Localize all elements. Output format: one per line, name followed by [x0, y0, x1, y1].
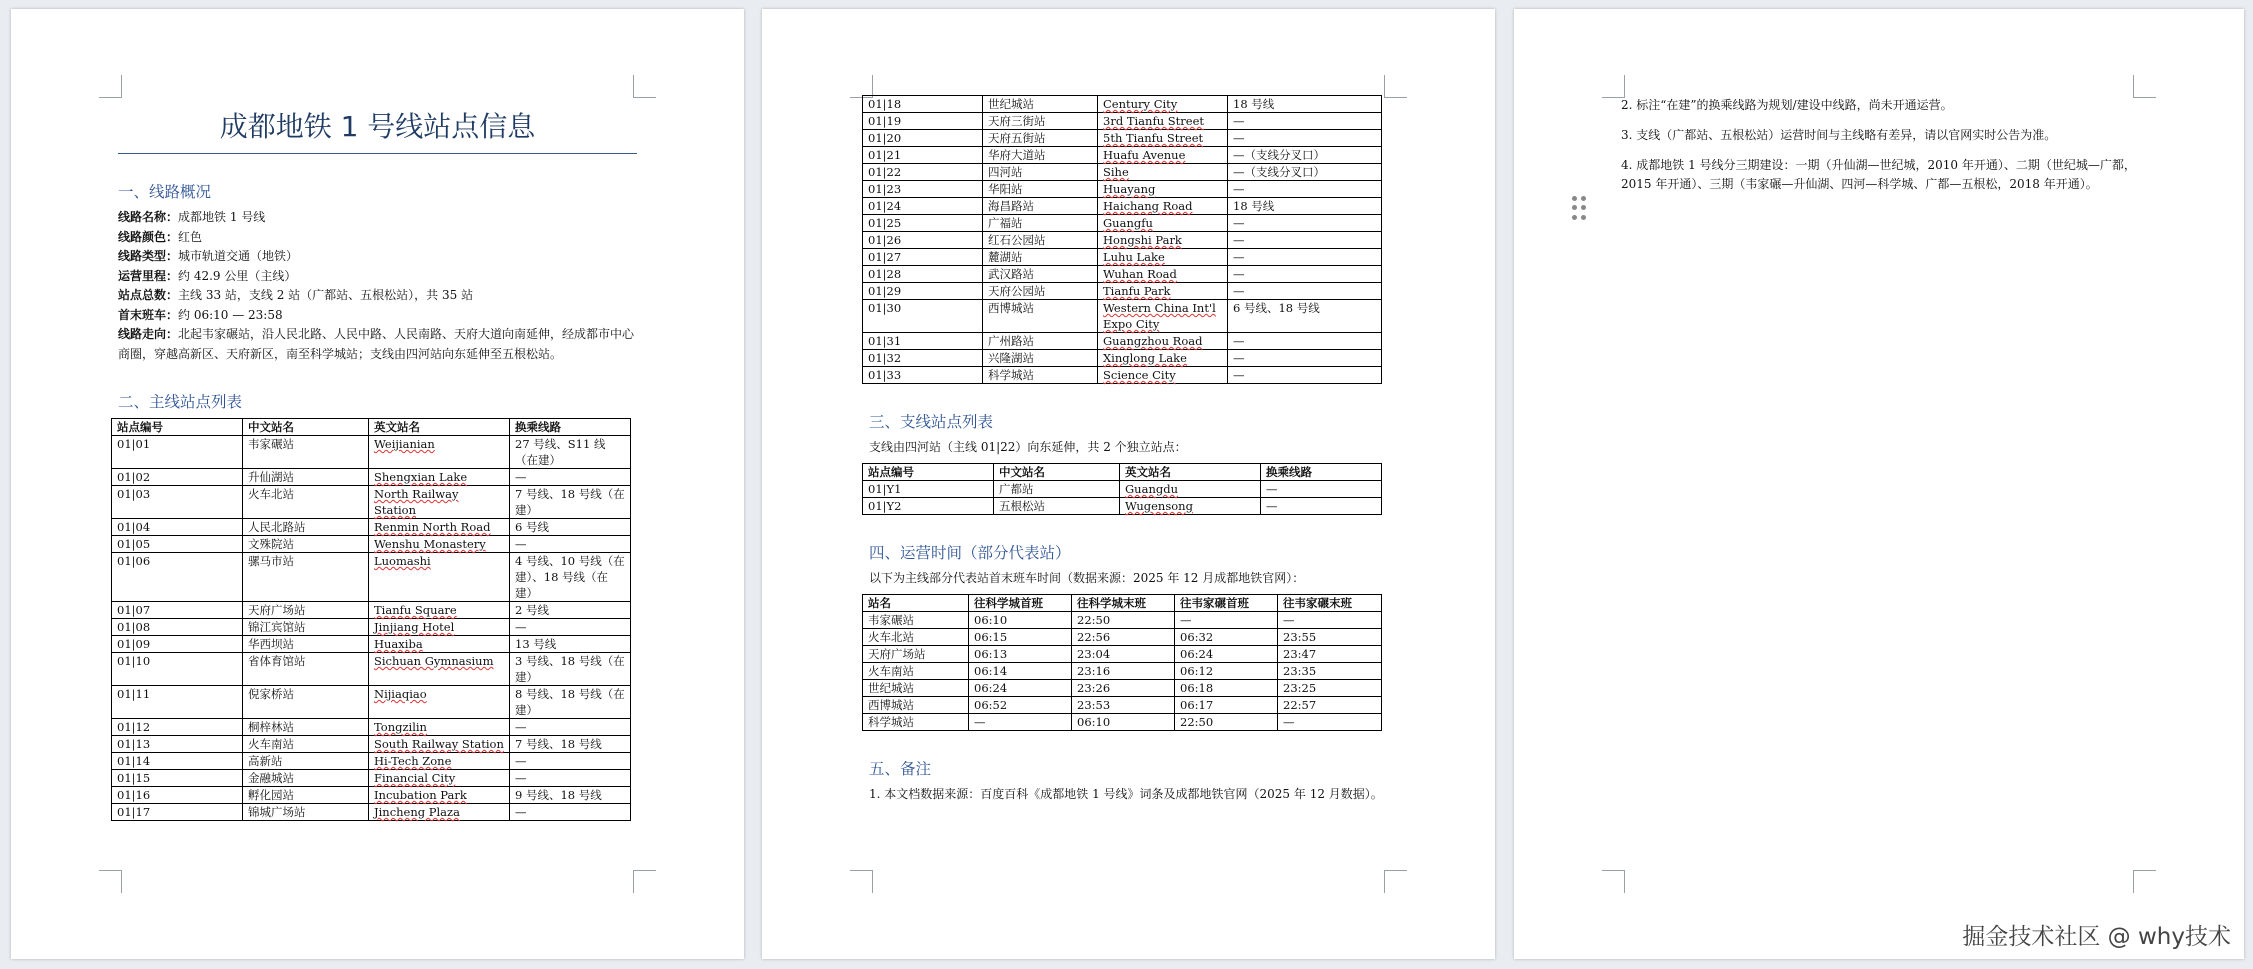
schedule-intro[interactable]: 以下为主线部分代表站首末班车时间（数据来源：2025 年 12 月成都地铁官网）： [869, 571, 1305, 585]
table-row [863, 481, 1382, 498]
table-cell[interactable]: 西博城站 [983, 300, 1098, 333]
table-cell[interactable]: — [510, 536, 631, 553]
table-header-cell[interactable]: 站点编号 [863, 464, 994, 481]
table-cell[interactable]: 01|09 [112, 636, 243, 653]
table-cell[interactable]: 22:50 [1175, 714, 1278, 731]
table-cell[interactable]: 华阳站 [983, 181, 1098, 198]
table-cell[interactable]: 3rd Tianfu Street [1098, 113, 1228, 130]
table-cell[interactable]: 01|15 [112, 770, 243, 787]
table-row [112, 719, 631, 736]
table-row [863, 164, 1382, 181]
table-cell[interactable]: — [1228, 367, 1382, 384]
note-2[interactable]: 2. 标注“在建”的换乘线路为规划/建设中线路，尚未开通运营。 [1621, 98, 1953, 112]
table-cell[interactable]: Shengxian Lake [369, 469, 510, 486]
crop-mark [1384, 870, 1407, 893]
table-cell[interactable]: 6 号线、18 号线 [1228, 300, 1382, 333]
table-cell[interactable]: 火车北站 [243, 486, 369, 519]
table-cell[interactable]: 孵化园站 [243, 787, 369, 804]
table-cell[interactable]: 桐梓林站 [243, 719, 369, 736]
table-cell[interactable]: 韦家碾站 [243, 436, 369, 469]
table-row [863, 113, 1382, 130]
table-cell[interactable]: Wugensong [1120, 498, 1261, 515]
table-cell[interactable]: 06:10 [969, 612, 1072, 629]
crop-mark [99, 75, 122, 98]
table-cell[interactable]: 23:25 [1278, 680, 1382, 697]
table-cell[interactable]: 3 号线、18 号线（在建） [510, 653, 631, 686]
table-cell[interactable]: Sichuan Gymnasium [369, 653, 510, 686]
table-cell[interactable]: 四河站 [983, 164, 1098, 181]
table-row [112, 536, 631, 553]
table-cell[interactable]: — [1228, 232, 1382, 249]
table-cell[interactable]: 9 号线、18 号线 [510, 787, 631, 804]
info-line[interactable]: 线路类型：城市轨道交通（地铁） [118, 249, 299, 263]
table-header-cell[interactable]: 往科学城末班 [1072, 595, 1175, 612]
table-cell[interactable]: 06:17 [1175, 697, 1278, 714]
table-cell[interactable]: Wenshu Monastery [369, 536, 510, 553]
line-overview [118, 208, 637, 364]
table-cell[interactable]: — [1228, 283, 1382, 300]
table-cell[interactable]: 22:50 [1072, 612, 1175, 629]
table-row [863, 130, 1382, 147]
table-header-cell[interactable]: 站点编号 [112, 419, 243, 436]
table-cell[interactable]: 06:18 [1175, 680, 1278, 697]
table-cell[interactable]: 天府五街站 [983, 130, 1098, 147]
crop-mark [1602, 870, 1625, 893]
section-heading-overview[interactable]: 一、线路概况 [118, 183, 212, 201]
main-station-table-continued [862, 95, 1382, 384]
table-cell[interactable]: Huayang [1098, 181, 1228, 198]
table-cell[interactable]: 01|28 [863, 266, 983, 283]
table-cell[interactable]: 火车北站 [863, 629, 969, 646]
table-cell[interactable]: 23:53 [1072, 697, 1175, 714]
table-cell[interactable]: 01|Y2 [863, 498, 994, 515]
table-cell[interactable]: Western China Int'l Expo City [1098, 300, 1228, 333]
table-cell[interactable]: Hi-Tech Zone [369, 753, 510, 770]
table-cell[interactable]: 06:15 [969, 629, 1072, 646]
table-cell[interactable]: 06:12 [1175, 663, 1278, 680]
table-row [112, 804, 631, 821]
table-row [112, 736, 631, 753]
table-cell[interactable]: 科学城站 [983, 367, 1098, 384]
table-cell[interactable]: 01|33 [863, 367, 983, 384]
table-cell[interactable]: — [510, 804, 631, 821]
table-row [863, 283, 1382, 300]
table-header-cell[interactable]: 站名 [863, 595, 969, 612]
table-row [112, 770, 631, 787]
table-cell[interactable]: 01|04 [112, 519, 243, 536]
table-cell[interactable]: 五根松站 [994, 498, 1120, 515]
table-cell[interactable]: 01|24 [863, 198, 983, 215]
table-row [863, 333, 1382, 350]
note-3[interactable]: 3. 支线（广都站、五根松站）运营时间与主线略有差异，请以官网实时公告为准。 [1621, 128, 2057, 142]
table-row [112, 653, 631, 686]
table-row [112, 436, 631, 469]
table-cell[interactable]: 红石公园站 [983, 232, 1098, 249]
table-header-cell[interactable]: 换乘线路 [510, 419, 631, 436]
table-header-cell[interactable]: 换乘线路 [1261, 464, 1382, 481]
table-row [112, 619, 631, 636]
table-cell[interactable]: 01|07 [112, 602, 243, 619]
table-cell[interactable]: 01|13 [112, 736, 243, 753]
table-cell[interactable]: 01|29 [863, 283, 983, 300]
table-cell[interactable]: 01|14 [112, 753, 243, 770]
table-cell[interactable]: Weijianian [369, 436, 510, 469]
table-cell[interactable]: Hongshi Park [1098, 232, 1228, 249]
table-row [863, 181, 1382, 198]
table-cell[interactable]: Guangfu [1098, 215, 1228, 232]
table-cell[interactable]: Tianfu Square [369, 602, 510, 619]
table-cell[interactable]: 06:32 [1175, 629, 1278, 646]
table-cell[interactable]: 广州路站 [983, 333, 1098, 350]
info-line[interactable]: 站点总数：主线 33 站，支线 2 站（广都站、五根松站），共 35 站 [118, 288, 474, 302]
table-cell[interactable]: — [1278, 612, 1382, 629]
table-header-cell[interactable]: 英文站名 [369, 419, 510, 436]
table-cell[interactable]: 01|05 [112, 536, 243, 553]
table-cell[interactable]: 01|18 [863, 96, 983, 113]
table-cell[interactable]: 火车南站 [243, 736, 369, 753]
table-cell[interactable]: 01|12 [112, 719, 243, 736]
table-cell[interactable]: Xinglong Lake [1098, 350, 1228, 367]
table-header-cell[interactable]: 往韦家碾首班 [1175, 595, 1278, 612]
note-4[interactable]: 4. 成都地铁 1 号线分三期建设：一期（升仙湖—世纪城，2010 年开通）、二期（世纪城—广都，2015 年开通）、三期（韦家碾—升仙湖、四河—科学城、广都—五根松，2018 年开通）。 [1621, 158, 2136, 191]
info-line[interactable]: 线路名称：成都地铁 1 号线 [118, 210, 266, 224]
table-cell[interactable]: — [1228, 181, 1382, 198]
table-cell[interactable]: 06:24 [1175, 646, 1278, 663]
crop-mark [850, 870, 873, 893]
table-cell[interactable]: 华府大道站 [983, 147, 1098, 164]
table-cell[interactable]: — [1228, 249, 1382, 266]
table-cell[interactable]: — [969, 714, 1072, 731]
table-cell[interactable]: 01|31 [863, 333, 983, 350]
table-row [863, 249, 1382, 266]
table-cell[interactable]: Sihe [1098, 164, 1228, 181]
watermark: 掘金技术社区 @ why技术 [1962, 918, 2231, 951]
table-cell[interactable]: 27 号线、S11 线（在建） [510, 436, 631, 469]
table-cell[interactable]: — [510, 619, 631, 636]
table-cell[interactable]: 锦江宾馆站 [243, 619, 369, 636]
table-cell[interactable]: 01|Y1 [863, 481, 994, 498]
info-line[interactable]: 线路走向：北起韦家碾站，沿人民北路、人民中路、人民南路、天府大道向南延伸，经成都市中心商圈，穿越高新区、天府新区，南至科学城站；支线由四河站向东延伸至五根松站。 [118, 327, 635, 361]
table-cell[interactable]: 金融城站 [243, 770, 369, 787]
table-cell[interactable]: — [1228, 333, 1382, 350]
schedule-table [862, 594, 1382, 731]
table-cell[interactable]: 01|25 [863, 215, 983, 232]
table-row [863, 300, 1382, 333]
main-station-table [111, 418, 631, 821]
table-header-row [112, 419, 631, 436]
table-cell[interactable]: 01|23 [863, 181, 983, 198]
info-line[interactable]: 线路颜色：红色 [118, 229, 203, 244]
section-heading-main-stations[interactable]: 二、主线站点列表 [118, 393, 243, 411]
table-row [112, 519, 631, 536]
table-cell[interactable]: Tianfu Park [1098, 283, 1228, 300]
table-cell[interactable]: 01|21 [863, 147, 983, 164]
table-row [112, 753, 631, 770]
table-row [863, 612, 1382, 629]
table-cell[interactable]: 麓湖站 [983, 249, 1098, 266]
table-cell[interactable]: Jincheng Plaza [369, 804, 510, 821]
table-cell[interactable]: 23:26 [1072, 680, 1175, 697]
table-cell[interactable]: Guangdu [1120, 481, 1261, 498]
table-cell[interactable]: 22:57 [1278, 697, 1382, 714]
table-row [112, 553, 631, 602]
table-cell[interactable]: 西博城站 [863, 697, 969, 714]
table-cell[interactable]: 01|02 [112, 469, 243, 486]
table-row [112, 602, 631, 619]
document-page-1 [11, 9, 744, 959]
table-cell[interactable]: 7 号线、18 号线（在建） [510, 486, 631, 519]
table-cell[interactable]: 23:55 [1278, 629, 1382, 646]
note-1[interactable]: 1. 本文档数据来源：百度百科《成都地铁 1 号线》词条及成都地铁官网（2025 年 12 月数据）。 [869, 787, 1383, 801]
table-cell[interactable]: Jinjiang Hotel [369, 619, 510, 636]
table-cell[interactable]: 文殊院站 [243, 536, 369, 553]
table-cell[interactable]: 2 号线 [510, 602, 631, 619]
table-row [863, 215, 1382, 232]
table-cell[interactable]: Haichang Road [1098, 198, 1228, 215]
table-header-cell[interactable]: 往韦家碾末班 [1278, 595, 1382, 612]
table-cell[interactable]: 13 号线 [510, 636, 631, 653]
table-cell[interactable]: — [1261, 498, 1382, 515]
table-cell[interactable]: 01|19 [863, 113, 983, 130]
section-heading-branch-stations[interactable]: 三、支线站点列表 [869, 413, 994, 431]
table-cell[interactable]: 01|10 [112, 653, 243, 686]
table-cell[interactable]: 18 号线 [1228, 198, 1382, 215]
document-page-2 [762, 9, 1495, 959]
table-cell[interactable]: Huaxiba [369, 636, 510, 653]
table-header-cell[interactable]: 英文站名 [1120, 464, 1261, 481]
table-row [863, 697, 1382, 714]
table-cell[interactable]: 06:52 [969, 697, 1072, 714]
branch-station-table [862, 463, 1382, 515]
table-cell[interactable]: 海昌路站 [983, 198, 1098, 215]
table-cell[interactable]: —（支线分叉口） [1228, 164, 1382, 181]
table-cell[interactable]: 18 号线 [1228, 96, 1382, 113]
table-cell[interactable]: Luomashi [369, 553, 510, 602]
table-row [863, 714, 1382, 731]
table-cell[interactable]: 06:24 [969, 680, 1072, 697]
section-heading-schedule[interactable]: 四、运营时间（部分代表站） [869, 544, 1071, 562]
table-row [863, 147, 1382, 164]
table-row [112, 636, 631, 653]
table-row [112, 787, 631, 804]
table-cell[interactable]: — [1261, 481, 1382, 498]
table-row [863, 266, 1382, 283]
table-header-cell[interactable]: 中文站名 [994, 464, 1120, 481]
table-cell[interactable]: 兴隆湖站 [983, 350, 1098, 367]
table-row [863, 680, 1382, 697]
table-cell[interactable]: 01|32 [863, 350, 983, 367]
crop-mark [633, 75, 656, 98]
crop-mark [633, 870, 656, 893]
table-cell[interactable]: 01|20 [863, 130, 983, 147]
table-row [863, 198, 1382, 215]
table-cell[interactable]: 23:35 [1278, 663, 1382, 680]
table-header-cell[interactable]: 往科学城首班 [969, 595, 1072, 612]
table-cell[interactable]: 23:04 [1072, 646, 1175, 663]
table-cell[interactable]: —（支线分叉口） [1228, 147, 1382, 164]
table-cell[interactable]: — [1278, 714, 1382, 731]
table-cell[interactable]: 广都站 [994, 481, 1120, 498]
table-cell[interactable]: 天府公园站 [983, 283, 1098, 300]
table-cell[interactable]: — [1228, 130, 1382, 147]
table-row [863, 232, 1382, 249]
table-cell[interactable]: Tongzilin [369, 719, 510, 736]
table-header-row [863, 595, 1382, 612]
table-cell[interactable]: 4 号线、10 号线（在建）、18 号线（在建） [510, 553, 631, 602]
table-row [112, 469, 631, 486]
table-cell[interactable]: — [510, 753, 631, 770]
table-cell[interactable]: 5th Tianfu Street [1098, 130, 1228, 147]
table-cell[interactable]: 23:16 [1072, 663, 1175, 680]
table-row [863, 96, 1382, 113]
table-cell[interactable]: 8 号线、18 号线（在建） [510, 686, 631, 719]
table-cell[interactable]: 06:14 [969, 663, 1072, 680]
table-cell[interactable]: 华西坝站 [243, 636, 369, 653]
table-row [863, 629, 1382, 646]
table-header-cell[interactable]: 中文站名 [243, 419, 369, 436]
table-cell[interactable]: Science City [1098, 367, 1228, 384]
table-cell[interactable]: 天府广场站 [243, 602, 369, 619]
crop-mark [1602, 75, 1625, 98]
table-cell[interactable]: — [510, 719, 631, 736]
table-header-row [863, 464, 1382, 481]
table-cell[interactable]: Luhu Lake [1098, 249, 1228, 266]
table-cell[interactable]: 省体育馆站 [243, 653, 369, 686]
table-cell[interactable]: — [510, 770, 631, 787]
table-cell[interactable]: 世纪城站 [863, 680, 969, 697]
table-cell[interactable]: Financial City [369, 770, 510, 787]
table-row [112, 486, 631, 519]
table-cell[interactable]: 韦家碾站 [863, 612, 969, 629]
table-cell[interactable]: 01|22 [863, 164, 983, 181]
table-cell[interactable]: — [1228, 266, 1382, 283]
document-page-3 [1514, 9, 2244, 959]
table-cell[interactable]: 7 号线、18 号线 [510, 736, 631, 753]
table-cell[interactable]: 火车南站 [863, 663, 969, 680]
table-cell[interactable]: 科学城站 [863, 714, 969, 731]
table-cell[interactable]: Renmin North Road [369, 519, 510, 536]
table-cell[interactable]: 06:13 [969, 646, 1072, 663]
block-drag-handle-icon[interactable] [1572, 196, 1586, 220]
table-cell[interactable]: 01|08 [112, 619, 243, 636]
table-cell[interactable]: 01|30 [863, 300, 983, 333]
table-cell[interactable]: — [510, 469, 631, 486]
table-cell[interactable]: 01|03 [112, 486, 243, 519]
table-cell[interactable]: 01|16 [112, 787, 243, 804]
table-cell[interactable]: 01|01 [112, 436, 243, 469]
table-row [863, 646, 1382, 663]
table-cell[interactable]: 天府三街站 [983, 113, 1098, 130]
table-cell[interactable]: — [1228, 215, 1382, 232]
table-cell[interactable]: Incubation Park [369, 787, 510, 804]
info-line[interactable]: 运营里程：约 42.9 公里（主线） [118, 268, 297, 283]
table-row [863, 498, 1382, 515]
table-row [863, 663, 1382, 680]
table-cell[interactable]: — [1228, 350, 1382, 367]
branch-intro[interactable]: 支线由四河站（主线 01|22）向东延伸，共 2 个独立站点： [869, 440, 1187, 454]
table-cell[interactable]: 01|26 [863, 232, 983, 249]
table-row [863, 367, 1382, 384]
table-cell[interactable]: 6 号线 [510, 519, 631, 536]
table-cell[interactable]: 01|17 [112, 804, 243, 821]
info-line[interactable]: 首末班车：约 06:10 — 23:58 [118, 307, 283, 322]
table-cell[interactable]: Huafu Avenue [1098, 147, 1228, 164]
table-cell[interactable]: South Railway Station [369, 736, 510, 753]
table-cell[interactable]: Nijiaqiao [369, 686, 510, 719]
table-cell[interactable]: 骡马市站 [243, 553, 369, 602]
table-cell[interactable]: Century City [1098, 96, 1228, 113]
table-cell[interactable]: 广福站 [983, 215, 1098, 232]
table-cell[interactable]: — [1175, 612, 1278, 629]
table-cell[interactable]: North Railway Station [369, 486, 510, 519]
table-row [863, 350, 1382, 367]
table-cell[interactable]: 01|11 [112, 686, 243, 719]
table-cell[interactable]: 升仙湖站 [243, 469, 369, 486]
table-cell[interactable]: 01|27 [863, 249, 983, 266]
section-heading-notes[interactable]: 五、备注 [869, 760, 932, 778]
table-cell[interactable]: 22:56 [1072, 629, 1175, 646]
table-cell[interactable]: 锦城广场站 [243, 804, 369, 821]
table-cell[interactable]: 人民北路站 [243, 519, 369, 536]
table-cell[interactable]: 06:10 [1072, 714, 1175, 731]
table-cell[interactable]: 天府广场站 [863, 646, 969, 663]
table-cell[interactable]: 武汉路站 [983, 266, 1098, 283]
crop-mark [99, 870, 122, 893]
table-cell[interactable]: — [1228, 113, 1382, 130]
table-row [112, 686, 631, 719]
table-cell[interactable]: 01|06 [112, 553, 243, 602]
table-cell[interactable]: 倪家桥站 [243, 686, 369, 719]
table-cell[interactable]: Guangzhou Road [1098, 333, 1228, 350]
table-cell[interactable]: Wuhan Road [1098, 266, 1228, 283]
document-title[interactable]: 成都地铁 1 号线站点信息 [118, 105, 637, 154]
table-cell[interactable]: 23:47 [1278, 646, 1382, 663]
table-cell[interactable]: 世纪城站 [983, 96, 1098, 113]
crop-mark [2133, 870, 2156, 893]
crop-mark [2133, 75, 2156, 98]
table-cell[interactable]: 高新站 [243, 753, 369, 770]
